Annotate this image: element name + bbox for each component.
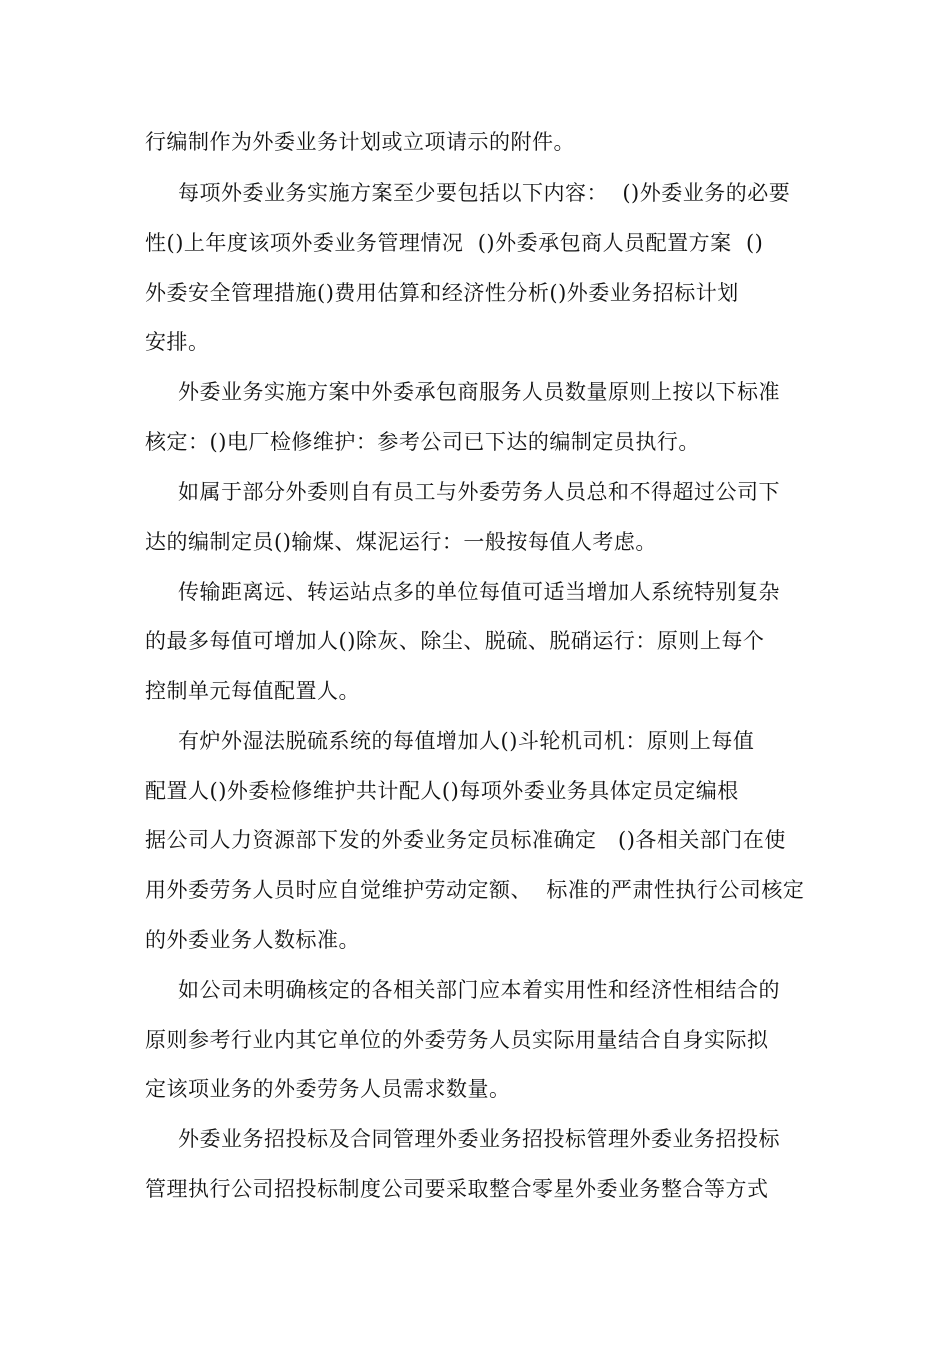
text-line: 传输距离远、转运站点多的单位每值可适当增加人系统特别复杂 xyxy=(178,580,780,604)
text-line: 每项外委业务实施方案至少要包括以下内容： ()外委业务的必要 xyxy=(178,181,791,205)
text-line: 外委业务实施方案中外委承包商服务人员数量原则上按以下标准 xyxy=(178,380,780,404)
text-line: 性()上年度该项外委业务管理情况 ()外委承包商人员配置方案 () xyxy=(145,231,764,255)
text-line: 安排。 xyxy=(145,330,210,354)
text-line: 行编制作为外委业务计划或立项请示的附件。 xyxy=(145,130,575,154)
text-line: 管理执行公司招投标制度公司要采取整合零星外委业务整合等方式 xyxy=(145,1177,769,1201)
text-line: 的外委业务人数标准。 xyxy=(145,928,360,952)
text-line: 如属于部分外委则自有员工与外委劳务人员总和不得超过公司下 xyxy=(178,480,780,504)
text-line: 的最多每值可增加人()除灰、除尘、脱硫、脱硝运行：原则上每个 xyxy=(145,629,765,653)
text-line: 如公司未明确核定的各相关部门应本着实用性和经济性相结合的 xyxy=(178,978,780,1002)
text-line: 外委安全管理措施()费用估算和经济性分析()外委业务招标计划 xyxy=(145,281,739,305)
text-line: 定该项业务的外委劳务人员需求数量。 xyxy=(145,1077,511,1101)
text-line: 控制单元每值配置人。 xyxy=(145,679,360,703)
text-line: 达的编制定员()输煤、煤泥运行：一般按每值人考虑。 xyxy=(145,530,657,554)
text-line: 配置人()外委检修维护共计配人()每项外委业务具体定员定编根 xyxy=(145,779,739,803)
text-line: 原则参考行业内其它单位的外委劳务人员实际用量结合自身实际拟 xyxy=(145,1028,769,1052)
text-line: 有炉外湿法脱硫系统的每值增加人()斗轮机司机：原则上每值 xyxy=(178,729,755,753)
text-line: 据公司人力资源部下发的外委业务定员标准确定 ()各相关部门在使 xyxy=(145,828,786,852)
text-line: 核定：()电厂检修维护：参考公司已下达的编制定员执行。 xyxy=(145,430,700,454)
text-line: 用外委劳务人员时应自觉维护劳动定额、 标准的严肃性执行公司核定 xyxy=(145,878,805,902)
text-line: 外委业务招投标及合同管理外委业务招投标管理外委业务招投标 xyxy=(178,1127,780,1151)
